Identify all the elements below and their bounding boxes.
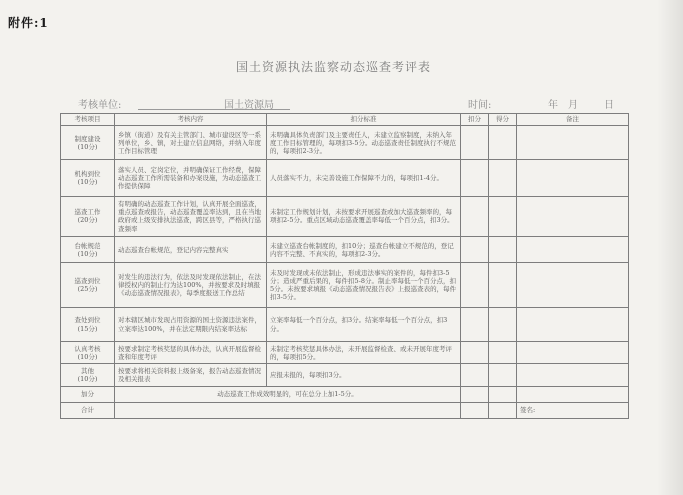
row-standard: 人员落实不力，未完善设施工作保障不力的，每项扣1-4分。 [267,160,461,196]
row-content: 动态巡查台帐规范，登记内容完整真实 [115,237,267,263]
row-score-cell [489,307,517,341]
sign-label: 签名: [517,402,629,418]
unit-value: 国土资源局 [224,100,274,111]
row-deduct-cell [461,160,489,196]
table-row [61,364,629,386]
row-standard: 未制定工作规划计划，未按要求开展巡查或加大巡查频率的，每项扣2-5分。重点区域动态巡查覆盖率每低一个百分点，扣3分。 [267,196,461,236]
day-label: 日 [604,100,614,111]
bonus-row [61,386,629,402]
row-score-cell [489,196,517,236]
row-deduct-cell [461,342,489,364]
row-item: 机构到位 (10分) [61,160,115,196]
row-content: 对发生的违法行为，依法及时发现依法制止，在法律授权内的制止行为达100%，并按要求及时填报《动态巡查情况报表》，每季度报送工作总结 [115,263,267,307]
row-score-cell [489,160,517,196]
bonus-text: 动态巡查工作成效明显的，可在总分上加1-5分。 [115,386,461,402]
total-deduct-cell [461,402,489,418]
row-item: 认真考核 (10分) [61,342,115,364]
header-deduct: 扣分 [461,114,489,126]
total-blank-cell [115,402,461,418]
page-title: 国土资源执法监察动态巡查考评表 [236,60,432,74]
row-note-cell [517,263,629,307]
evaluation-table [60,113,629,419]
unit-underline [138,109,290,110]
row-item: 查处到位 (15分) [61,307,115,341]
row-item: 巡查工作 (20分) [61,196,115,236]
row-content: 落实人员、定岗定位，并明确保证工作经费，保障动态巡查工作所需装备和办案设施，为动态巡查工作提供保障 [115,160,267,196]
row-item: 其他 (10分) [61,364,115,386]
row-note-cell [517,364,629,386]
bonus-label: 加分 [61,386,115,402]
time-label: 时间: [468,100,492,111]
table-row [61,126,629,160]
row-item: 巡查到位 (25分) [61,263,115,307]
row-item: 制度建设 (10分) [61,126,115,160]
row-score-cell [489,364,517,386]
row-standard: 未建立巡查台帐制度的，扣10分；巡查台帐建立不规范的，登记内容不完整、不真实的，每项扣2-3分。 [267,237,461,263]
row-note-cell [517,307,629,341]
unit-label: 考核单位: [78,100,122,111]
row-standard: 未及时发现或未依法制止，形成违法事实的案件的，每件扣3-5分；造成严重后果的，每件扣5-8分。制止率每低一个百分点，扣5分。未按要求填报《动态巡查情况报告表》上报巡查表的，每件扣3-5分。 [267,263,461,307]
header-note: 备注 [517,114,629,126]
row-deduct-cell [461,237,489,263]
table-row [61,237,629,263]
header-item: 考核项目 [61,114,115,126]
scan-edge-shadow [657,0,683,495]
header-content: 考核内容 [115,114,267,126]
row-standard: 立案率每低一个百分点，扣3分。结案率每低一个百分点，扣3分。 [267,307,461,341]
header-standard: 扣分标准 [267,114,461,126]
bonus-note-cell [517,386,629,402]
row-item: 台帐规范 (10分) [61,237,115,263]
table-header-row [61,114,629,126]
row-deduct-cell [461,126,489,160]
row-deduct-cell [461,263,489,307]
row-score-cell [489,237,517,263]
total-label: 合计 [61,402,115,418]
row-content: 有明确的动态巡查工作计划，认真开展全面巡查，重点巡查或报告，动态巡查覆盖率达到，且在当地政府或上级安排执法巡查，跨区县等，严格执行巡查频率 [115,196,267,236]
row-deduct-cell [461,196,489,236]
bonus-deduct-cell [461,386,489,402]
bonus-score-cell [489,386,517,402]
attachment-label: 附件:1 [8,16,49,30]
total-row [61,402,629,418]
row-note-cell [517,342,629,364]
row-note-cell [517,126,629,160]
month-label: 年 月 [548,100,578,111]
row-note-cell [517,196,629,236]
row-score-cell [489,263,517,307]
row-note-cell [517,160,629,196]
row-standard: 未制定考核奖惩具体办法，未开展监督检查、或未开展年度考评的，每项扣5分。 [267,342,461,364]
table-row [61,160,629,196]
table-row [61,196,629,236]
header-score: 得分 [489,114,517,126]
row-note-cell [517,237,629,263]
row-score-cell [489,126,517,160]
row-deduct-cell [461,364,489,386]
row-score-cell [489,342,517,364]
row-content: 按要求将相关资料报上级备案，报告动态巡查情况及相关报表 [115,364,267,386]
row-content: 乡镇（街道）及有关主管部门、城市建设区等一系列单位，乡、镇，对土建立信息网络，并纳入年度工作目标管理 [115,126,267,160]
total-score-cell [489,402,517,418]
table-row [61,342,629,364]
row-standard: 应报未报的，每项扣3分。 [267,364,461,386]
row-content: 对本辖区城市发现占用资源的国土资源违法案件，立案率达100%，并在法定期限内结案率达标 [115,307,267,341]
table-row [61,307,629,341]
table-row [61,263,629,307]
row-content: 按要求制定考核奖惩的具体办法，认真开展监督检查和年度考评 [115,342,267,364]
row-standard: 未明确具体负责部门及主要责任人，未建立监察制度，未纳入年度工作目标管理的，每项扣3-5分。动态巡查责任制度执行不规范的，每项扣2-3分。 [267,126,461,160]
row-deduct-cell [461,307,489,341]
